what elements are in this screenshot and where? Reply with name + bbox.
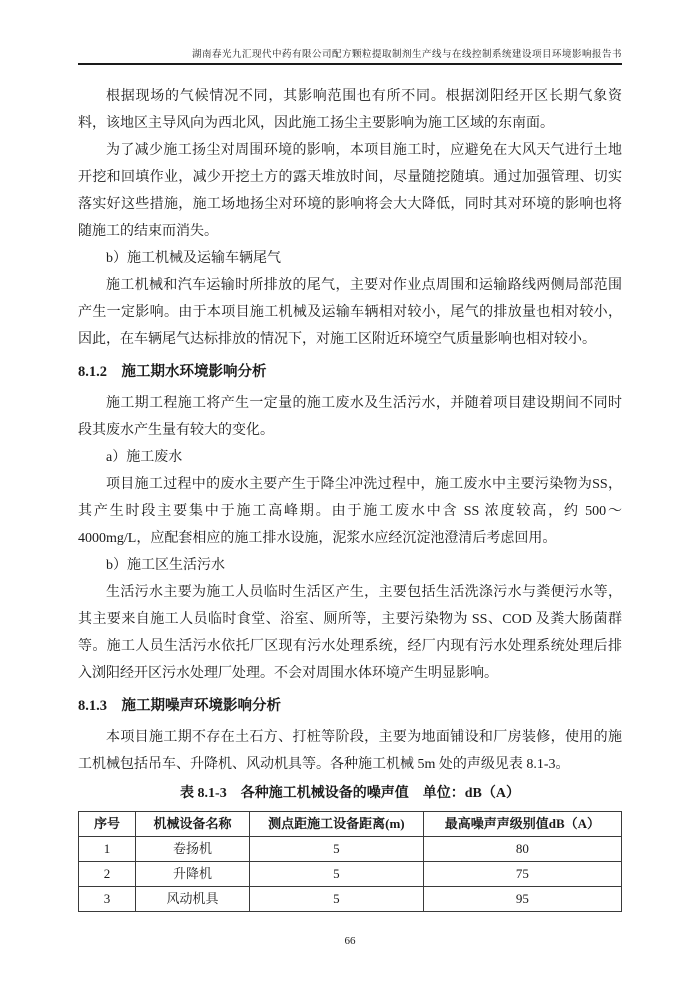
cell-index: 2 [79, 862, 136, 887]
paragraph-construction-wastewater: 项目施工过程中的废水主要产生于降尘冲洗过程中，施工废水中主要污染物为SS，其产生时段主要集中于施工高峰期。由于施工废水中含 SS 浓度较高，约 500～4000mg/L，应配套相应的施工排水设施，泥浆水应经沉淀池澄清后考虑回用。 [78, 477, 622, 546]
paragraph-exhaust: 施工机械和汽车运输时所排放的尾气，主要对作业点周围和运输路线两侧局部范围产生一定影响。由于本项目施工机械及运输车辆相对较小，尾气的排放量也相对较小，因此，在车辆尾气达标排放的情况下，对施工区附近环境空气质量影响也相对较小。 [78, 278, 622, 347]
cell-index: 1 [79, 837, 136, 862]
paragraph-dust-measures: 为了减少施工扬尘对周围环境的影响，本项目施工时，应避免在大风天气进行土地开挖和回填作业，减少开挖土方的露天堆放时间，尽量随挖随填。通过加强管理、切实落实好这些措施，施工场地扬尘对环境的影响将会大大降低，同时其对环境的影响也将随施工的结束而消失。 [78, 143, 622, 239]
cell-noise-level: 95 [423, 887, 621, 912]
table-row [79, 887, 622, 912]
column-header-index: 序号 [79, 812, 136, 837]
table-row [79, 837, 622, 862]
cell-distance: 5 [250, 887, 424, 912]
section-heading-8-1-3: 8.1.3 施工期噪声环境影响分析 [78, 698, 281, 714]
cell-noise-level: 80 [423, 837, 621, 862]
column-header-noise-level: 最高噪声声级别值dB（A） [423, 812, 621, 837]
subheading-b-domestic: b）施工区生活污水 [106, 558, 225, 573]
section-heading-8-1-2: 8.1.2 施工期水环境影响分析 [78, 364, 267, 380]
page-footer [0, 935, 700, 947]
cell-distance: 5 [250, 837, 424, 862]
noise-level-table [78, 811, 622, 912]
document-content [78, 83, 622, 912]
paragraph-noise-intro: 本项目施工期不存在土石方、打桩等阶段，主要为地面铺设和厂房装修，使用的施工机械包括吊车、升降机、风动机具等。各种施工机械 5m 处的声级见表 8.1-3。 [78, 730, 622, 772]
paragraph-domestic-sewage: 生活污水主要为施工人员临时生活区产生，主要包括生活洗涤污水与粪便污水等，其主要来自施工人员临时食堂、浴室、厕所等，主要污染物为 SS、COD 及粪大肠菌群等。施工人员生活污水依托厂区现有污水处理系统，经厂内现有污水处理系统处理后排入浏阳经开区污水处理厂处理。不会对周围水体环境产生明显影响。 [78, 585, 622, 681]
column-header-equipment: 机械设备名称 [136, 812, 250, 837]
cell-equipment: 升降机 [136, 862, 250, 887]
cell-distance: 5 [250, 862, 424, 887]
running-header-title: 湖南春光九汇现代中药有限公司配方颗粒提取制剂生产线与在线控制系统建设项目环境影响报告书 [191, 50, 622, 60]
table-header-row [79, 812, 622, 837]
subheading-a-wastewater: a）施工废水 [106, 450, 183, 465]
cell-noise-level: 75 [423, 862, 621, 887]
paragraph-water-intro: 施工期工程施工将产生一定量的施工废水及生活污水，并随着项目建设期间不同时段其废水产生量有较大的变化。 [78, 396, 622, 438]
table-caption: 表 8.1-3 各种施工机械设备的噪声值 单位：dB（A） [180, 786, 520, 801]
header-divider [78, 63, 622, 65]
cell-equipment: 风动机具 [136, 887, 250, 912]
subheading-b-exhaust: b）施工机械及运输车辆尾气 [106, 251, 281, 266]
page-number: 66 [344, 935, 356, 947]
cell-index: 3 [79, 887, 136, 912]
cell-equipment: 卷扬机 [136, 837, 250, 862]
column-header-distance: 测点距施工设备距离(m) [250, 812, 424, 837]
table-row [79, 862, 622, 887]
paragraph-climate: 根据现场的气候情况不同，其影响范围也有所不同。根据浏阳经开区长期气象资料，该地区主导风向为西北风，因此施工扬尘主要影响为施工区域的东南面。 [78, 89, 622, 131]
